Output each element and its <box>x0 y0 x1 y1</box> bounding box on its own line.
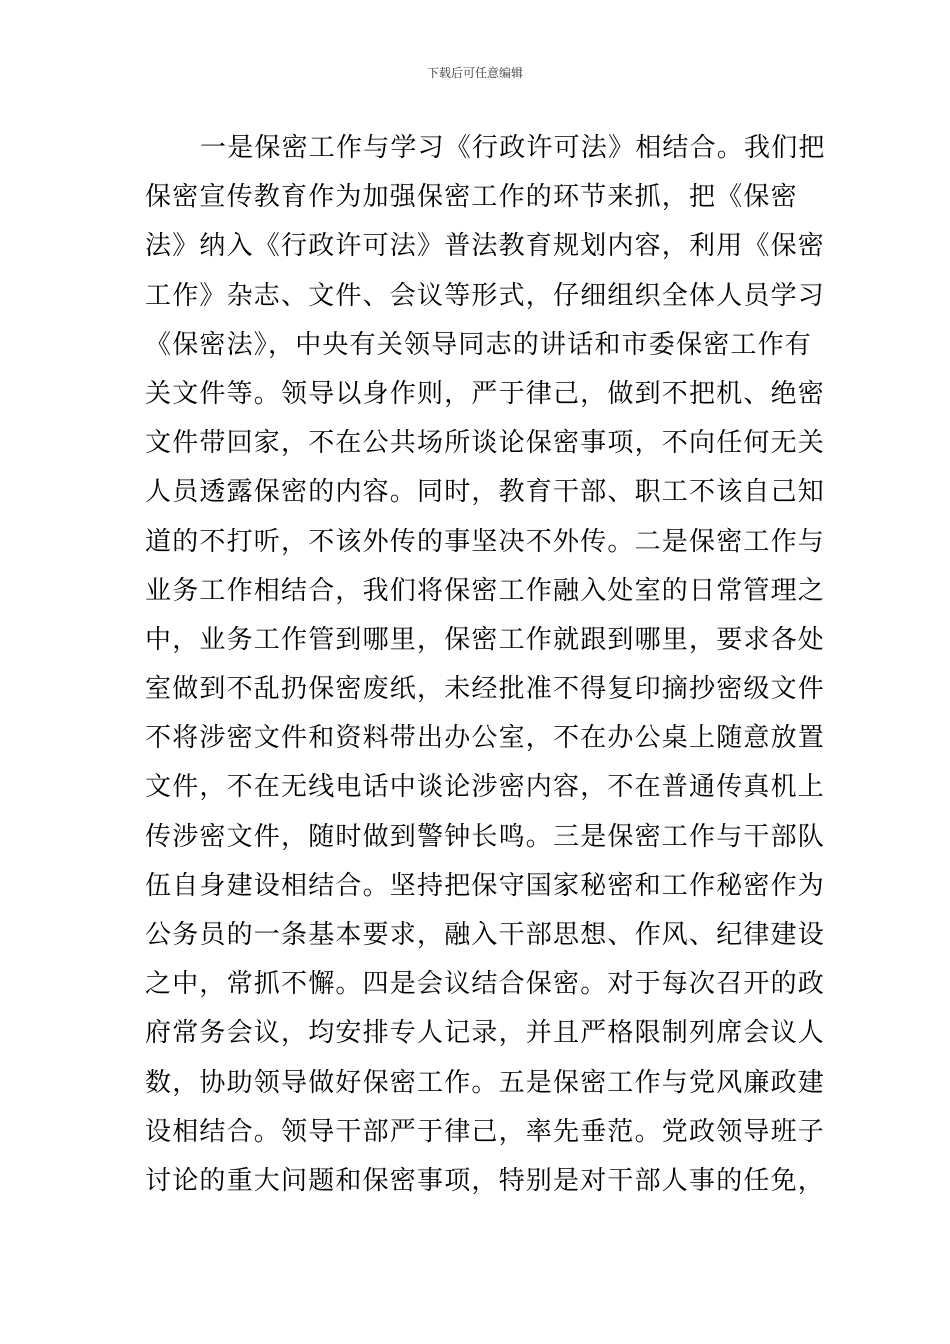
text-line: 一是保密工作与学习《行政许可法》相结合。我们把 <box>200 133 826 163</box>
text-line: 关文件等。领导以身作则，严于律己，做到不把机、绝密 <box>145 378 826 409</box>
text-line: 之中，常抓不懈。四是会议结合保密。对于每次召开的政 <box>145 969 826 1000</box>
text-line: 不将涉密文件和资料带出办公室，不在办公桌上随意放置 <box>145 723 826 754</box>
text-line: 法》纳入《行政许可法》普法教育规划内容，利用《保密 <box>145 231 826 262</box>
text-line: 室做到不乱扔保密废纸，未经批准不得复印摘抄密级文件 <box>145 674 826 705</box>
text-line: 公务员的一条基本要求，融入干部思想、作风、纪律建设 <box>145 920 826 950</box>
text-line: 人员透露保密的内容。同时，教育干部、职工不该自己知 <box>145 477 826 508</box>
text-line: 府常务会议，均安排专人记录，并且严格限制列席会议人 <box>145 1018 826 1049</box>
text-line: 业务工作相结合，我们将保密工作融入处室的日常管理之 <box>145 575 826 606</box>
text-line: 文件，不在无线电话中谈论涉密内容，不在普通传真机上 <box>145 772 826 803</box>
text-line: 中，业务工作管到哪里，保密工作就跟到哪里，要求各处 <box>145 624 826 655</box>
text-line: 讨论的重大问题和保密事项，特别是对干部人事的任免， <box>145 1165 826 1196</box>
text-line: 文件带回家，不在公共场所谈论保密事项，不向任何无关 <box>145 428 826 459</box>
text-line: 伍自身建设相结合。坚持把保守国家秘密和工作秘密作为 <box>145 870 826 901</box>
text-line: 《保密法》，中央有关领导同志的讲话和市委保密工作有 <box>145 329 813 360</box>
text-line: 道的不打听，不该外传的事坚决不外传。二是保密工作与 <box>145 526 826 557</box>
text-line: 保密宣传教育作为加强保密工作的环节来抓，把《保密 <box>145 182 798 213</box>
body-text <box>145 124 826 1206</box>
text-line: 传涉密文件，随时做到警钟长鸣。三是保密工作与干部队 <box>145 821 826 852</box>
page-header: 下载后可任意编辑 <box>426 66 523 80</box>
text-line: 工作》杂志、文件、会议等形式，仔细组织全体人员学习 <box>145 280 826 311</box>
text-line: 设相结合。领导干部严于律己，率先垂范。党政领导班子 <box>145 1116 826 1147</box>
text-line: 数，协助领导做好保密工作。五是保密工作与党风廉政建 <box>145 1067 826 1098</box>
